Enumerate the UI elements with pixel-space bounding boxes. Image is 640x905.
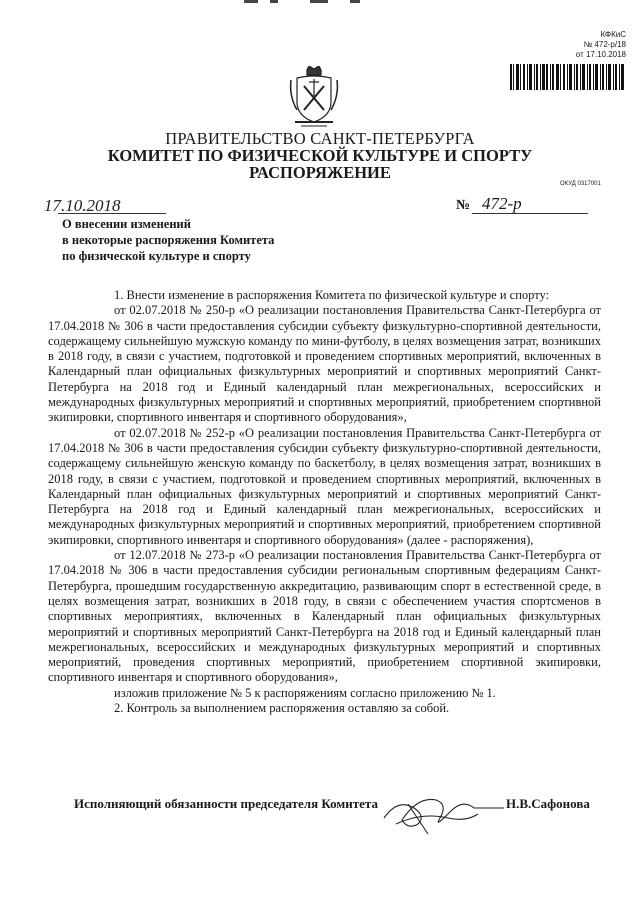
registration-number: № 472-р/18 (583, 40, 626, 49)
registration-stamp (506, 30, 626, 60)
committee-title: КОМИТЕТ ПО ФИЗИЧЕСКОЙ КУЛЬТУРЕ И СПОРТУ (107, 146, 533, 165)
body-paragraph: от 02.07.2018 № 252-р «О реализации постановления Правительства Санкт-Петербурга от 17.04.2018 № 306 в части предоставления субсидии субъекту физкультурно-спортивной деятельности, содержащему сильнейшую женскую команду по баскетболу, в целях возмещения затрат, возникших в 2018 году, в связи с участием, подготовкой и проведением спортивных мероприятий, включенных в Календарный план официальных физкультурных мероприятий и спортивных мероприятий Санкт-Петербурга на 2018 год и Единый календарный план межрегиональных, всероссийских и международных физкультурных мероприятий и спортивных мероприятий, приобретением спортивной экипировки, спортивного инвентаря и спортивного оборудования» (далее - распоряжения), (48, 425, 601, 547)
subject-line: О внесении изменений (62, 217, 191, 231)
number-underline (472, 213, 588, 214)
handwritten-signature (378, 778, 508, 848)
okud-code: ОКУД 0317001 (560, 181, 601, 187)
document-type: РАСПОРЯЖЕНИЕ (249, 163, 391, 182)
barcode (510, 64, 624, 90)
date-underline (58, 213, 166, 214)
subject-line: в некоторые распоряжения Комитета (62, 233, 275, 247)
body-paragraph: 1. Внести изменение в распоряжения Комитета по физической культуре и спорту: (114, 288, 550, 302)
body-paragraph: от 12.07.2018 № 273-р «О реализации постановления Правительства Санкт-Петербурга от 17.04.2018 № 306 в части предоставления субсидии региональным спортивным федерациям Санкт-Петербурга, прошедшим государственную аккредитацию, развивающим спорт в естественной среде, в целях возмещения затрат, возникших в 2018 году, в связи с обеспечением участия спортсменов в спортивных мероприятиях, включенных в Календарный план официальных физкультурных мероприятий и спортивных мероприятий Санкт-Петербурга на 2018 год и Единый календарный план межрегиональных, всероссийских и международных физкультурных мероприятий и спортивных мероприятий, проведения спортивных мероприятий, приобретением спортивной экипировки, спортивного инвентаря и спортивного оборудования», (48, 548, 601, 685)
top-edge-marks (0, 0, 640, 14)
document-body (48, 288, 601, 716)
document-number: 472-р (482, 194, 522, 213)
body-paragraph: от 02.07.2018 № 250-р «О реализации постановления Правительства Санкт-Петербурга от 17.04.2018 № 306 в части предоставления субсидии субъекту физкультурно-спортивной деятельности, содержащему сильнейшую мужскую команду по мини-футболу, в целях возмещения затрат, возникших в 2018 году, в связи с участием, подготовкой и проведением спортивных мероприятий, включенных в Календарный план официальных физкультурных мероприятий и спортивных мероприятий Санкт-Петербурга на 2018 год и Единый календарный план межрегиональных, всероссийских и международных физкультурных мероприятий и спортивных мероприятий, приобретением спортивной экипировки, спортивного инвентаря и спортивного оборудования», (48, 303, 601, 425)
body-paragraph: 2. Контроль за выполнением распоряжения оставляю за собой. (114, 701, 450, 716)
document-date: 17.10.2018 (44, 196, 121, 215)
coat-of-arms-emblem (287, 66, 341, 128)
document-subject (62, 216, 274, 264)
signatory-name: Н.В.Сафонова (506, 796, 590, 811)
body-paragraph: изложив приложение № 5 к распоряжениям согласно приложению № 1. (114, 685, 496, 700)
government-title: ПРАВИТЕЛЬСТВО САНКТ-ПЕТЕРБУРГА (165, 129, 475, 148)
registration-code: КФКиС (600, 30, 626, 39)
signatory-title: Исполняющий обязанности председателя Комитета (74, 796, 378, 811)
registration-date: от 17.10.2018 (575, 50, 626, 59)
document-number-label: № (456, 198, 471, 213)
subject-line: по физической культуре и спорту (62, 249, 251, 263)
